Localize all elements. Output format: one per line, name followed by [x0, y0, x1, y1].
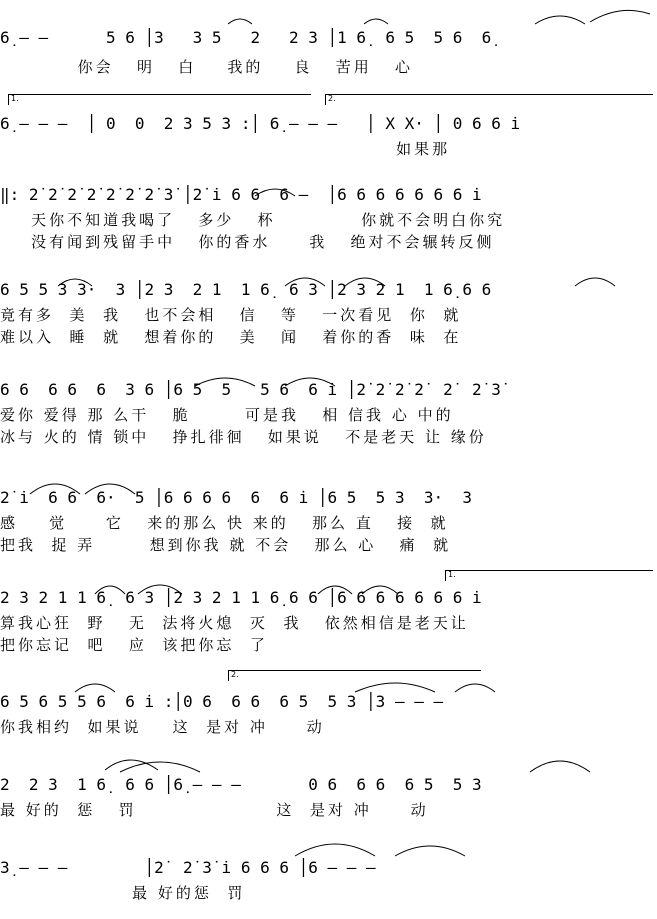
lyric-line: 没有闻到残留手中 你的香水 我 绝对不会辗转反侧 [0, 233, 495, 251]
volta-bracket-1: 1. [445, 570, 653, 581]
lyric-line: 爱你 爱得 那 么干 脆 可是我 相 信我 心 中的 [0, 406, 454, 424]
volta-bracket-1: 1. [8, 94, 311, 105]
notation-line: ‖: 2̇ 2̇ 2̇ 2̇ 2̇ 2̇ 2̇ 3̇ │2̇ i̇ 6 6 6 – │6 6 6 6 6 6 6 i̇ [0, 185, 482, 204]
notation-line: 6 6 6 6 6 3 6 │6 5 5 5 6 6 i̇ │2̇ 2̇ 2̇ 2̇ 2̇ 2̇ 3̇ [0, 380, 501, 399]
lyric-line: 天你不知道我喝了 多少 杯 你就不会明白你究 [0, 211, 506, 229]
notation-line: 2̇ i̇ 6 6 6· 5 │6 6 6 6 6 6 i̇ │6 5 5 3 3· 3 [0, 488, 473, 507]
lyric-line: 你我相约 如果说 这 是对 冲 动 [0, 718, 325, 736]
notation-line: 6̣ – – 5 6 │3 3 5 2 2 3 │1 6̣ 6 5 5 6 6̣ [0, 28, 492, 47]
volta-bracket-2: 2. [228, 670, 481, 681]
lyric-line: 冰与 火的 情 锁中 挣扎徘徊 如果说 不是老天 让 缘份 [0, 428, 487, 446]
notation-line: 6 5 6 5 5 6 6 i̇ :│0 6 6 6 6 5 5 3 │3 – – – [0, 692, 444, 711]
notation-line: 6̣ – – – │ 0 0 2 3 5 3 :│ 6̣ – – – │ X X· │ 0 6 6 i̇ [0, 114, 521, 133]
lyric-line: 最 好的惩 罚 [0, 884, 246, 902]
lyric-line: 难以入 睡 就 想着你的 美 闻 着你的香 味 在 [0, 328, 462, 346]
lyric-line: 竟有多 美 我 也不会相 信 等 一次看见 你 就 [0, 306, 462, 324]
notation-line: 3̣ – – – │2̇ 2̇ 3̇ i̇ 6 6 6 │6 – – – [0, 858, 376, 877]
lyric-line: 把你忘记 吧 应 该把你忘 了 [0, 636, 268, 654]
volta-bracket-2: 2. [325, 94, 653, 105]
lyric-line: 感 觉 它 来的那么 快 来的 那么 直 接 就 [0, 514, 449, 532]
notation-line: 2 2 3 1 6̣ 6 6 │6̣ – – – 0 6 6 6 6 5 5 3 [0, 775, 482, 794]
lyric-line: 把我 捉 弄 想到你我 就 不会 那么 心 痛 就 [0, 536, 452, 554]
lyric-line: 最 好的 惩 罚 这 是对 冲 动 [0, 801, 429, 819]
notation-line: 6 5 5 3 3· 3 │2 3 2 1 1 6̣ 6 3 │2 3 2 1 1 6̣ 6 6 [0, 280, 492, 299]
lyric-line: 算我心狂 野 无 法将火熄 灭 我 依然相信是老天让 [0, 614, 469, 632]
notation-line: 2 3 2 1 1 6̣ 6 3 │2 3 2 1 1 6̣ 6 6 │6 6 6 6 6 6 6 i̇ [0, 588, 482, 607]
lyric-line: 你会 明 白 我的 良 苦用 心 [0, 58, 414, 76]
lyric-line: 如果那 [0, 140, 451, 158]
